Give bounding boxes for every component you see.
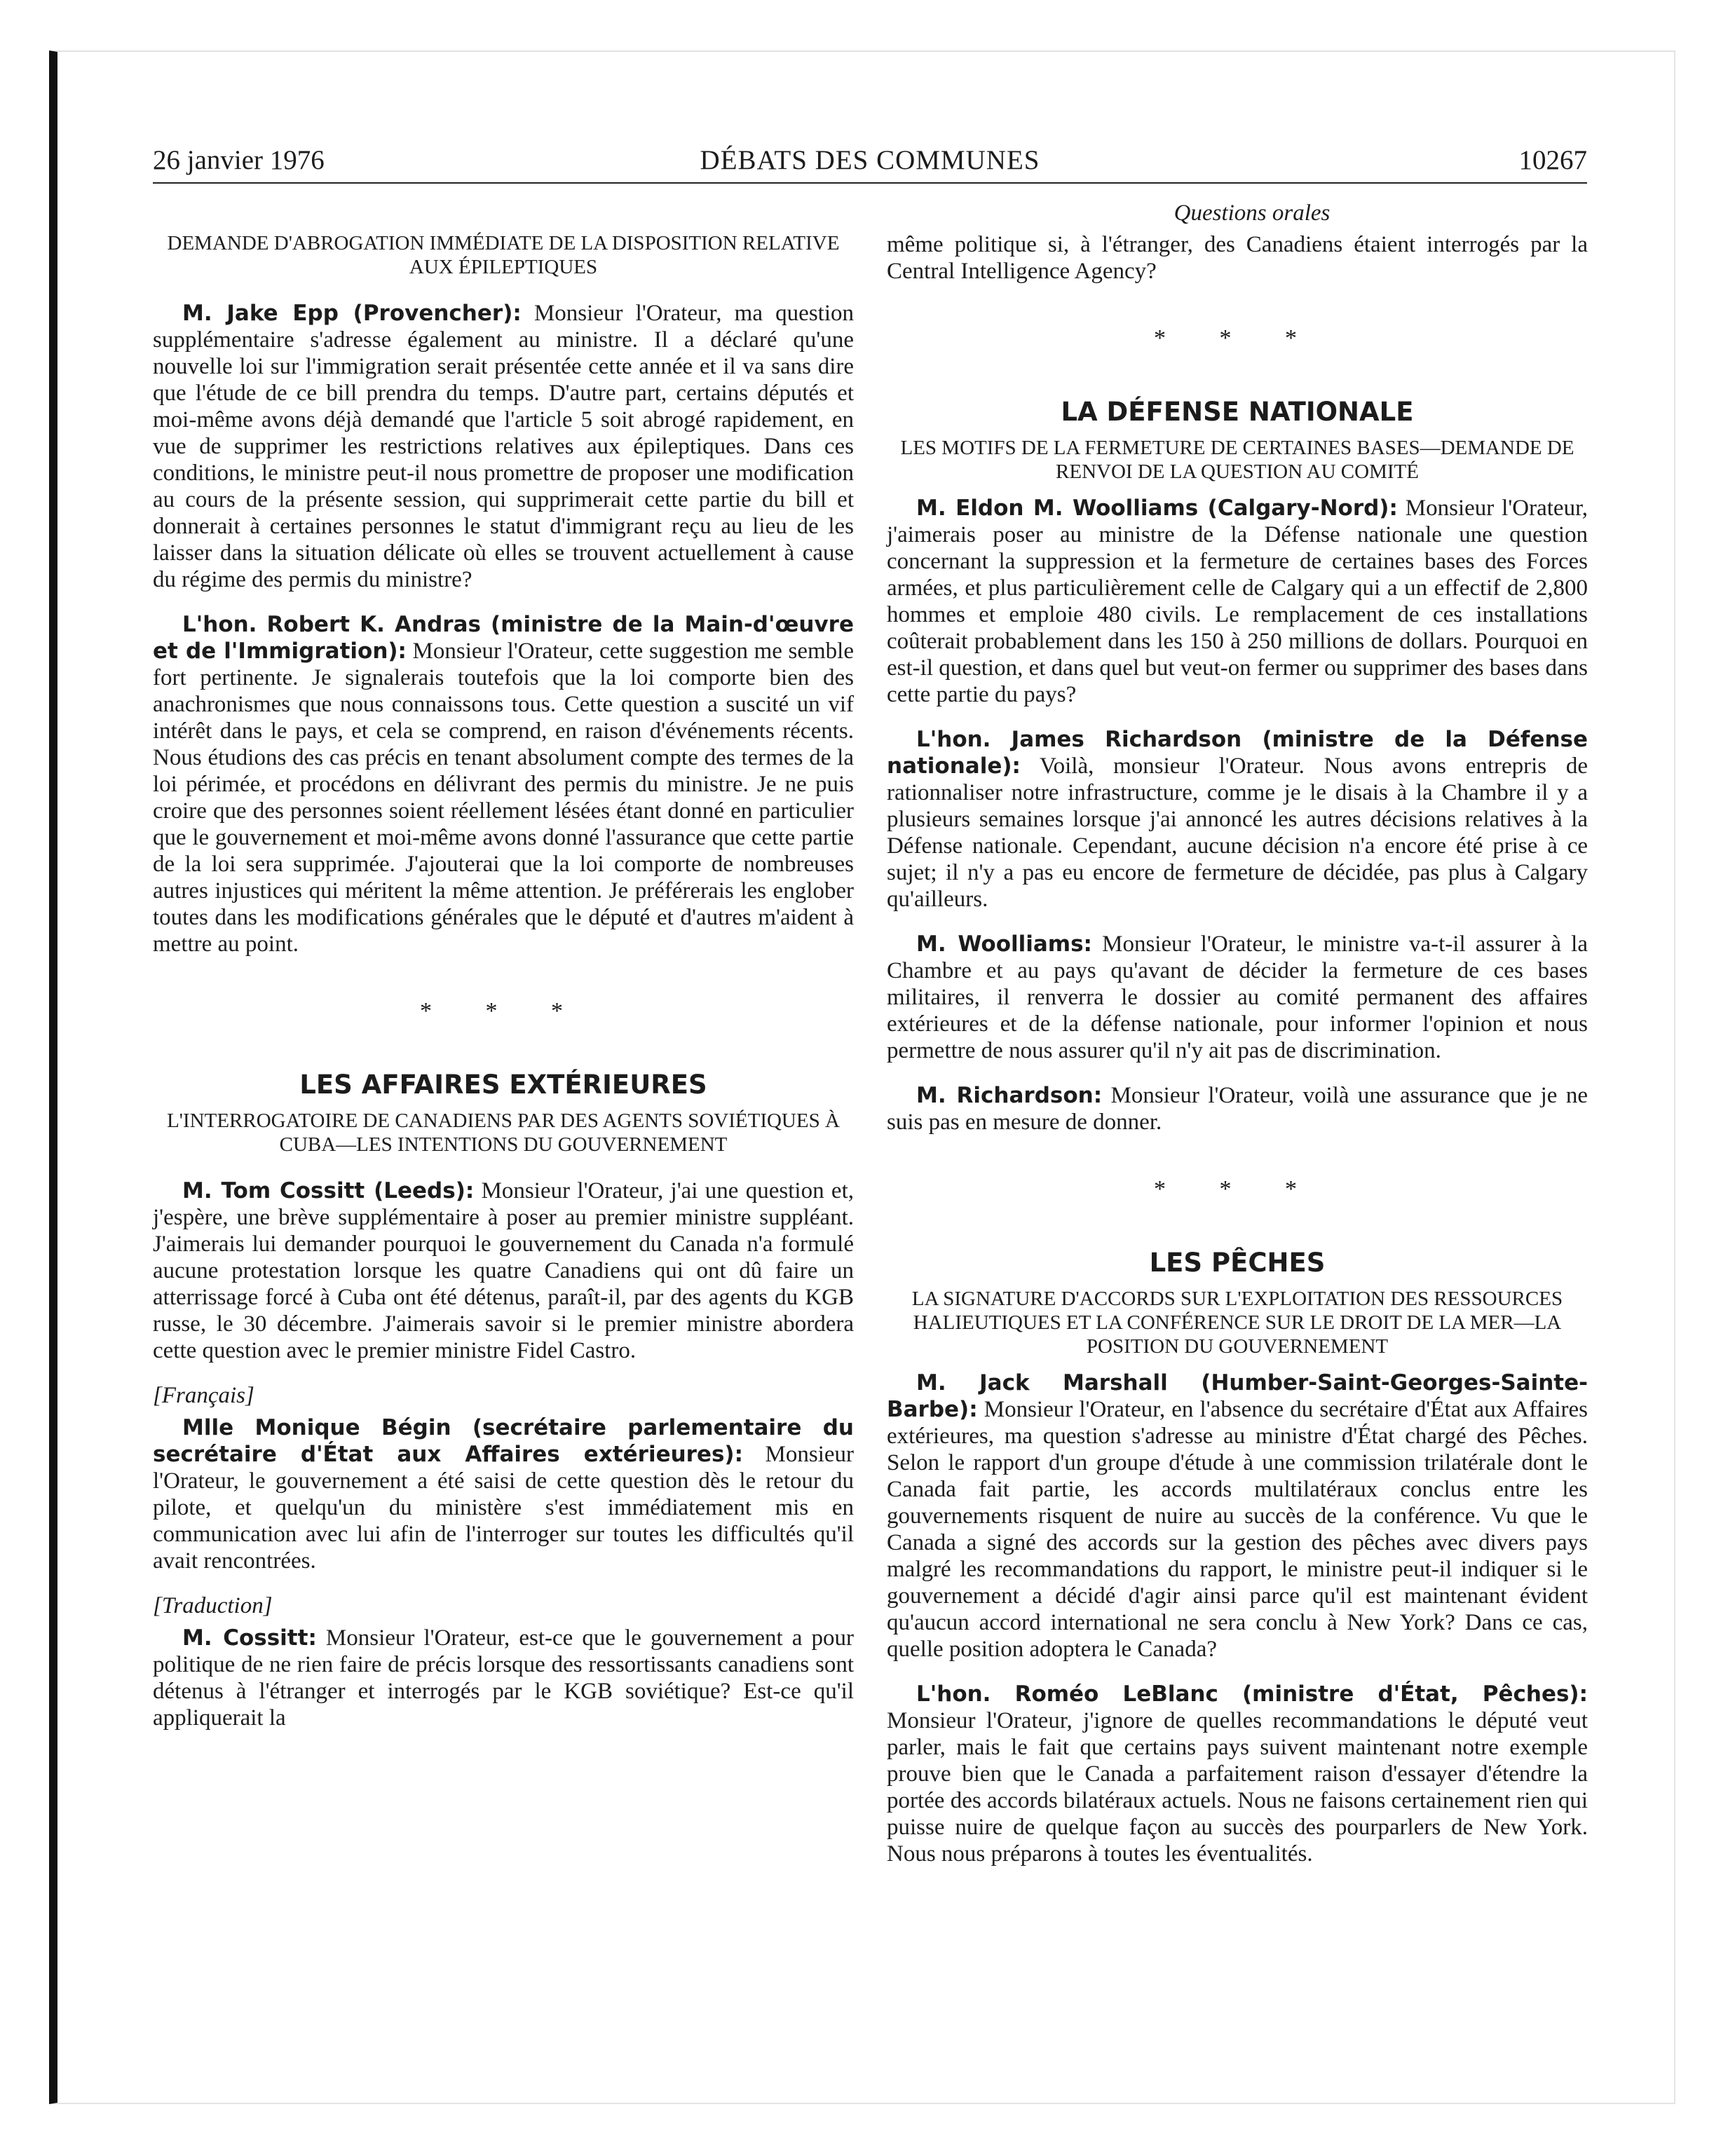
speaker-name: M. Cossitt: — [182, 1625, 317, 1651]
continued-paragraph: même politique si, à l'étranger, des Canadiens étaient interrogés par la Central Intelligence Agency? — [887, 232, 1588, 284]
language-marker: [Français] — [153, 1383, 254, 1408]
topic-heading: DEMANDE D'ABROGATION IMMÉDIATE DE LA DISPOSITION RELATIVE AUX ÉPILEPTIQUES — [167, 232, 840, 278]
speaker-name: M. Tom Cossitt (Leeds): — [182, 1178, 475, 1203]
speech-paragraph — [887, 1681, 1588, 1867]
speech-paragraph — [887, 495, 1588, 708]
left-column — [153, 231, 854, 1749]
section-heading: LES AFFAIRES EXTÉRIEURES — [299, 1070, 707, 1100]
speech-paragraph — [887, 931, 1588, 1064]
speech-paragraph — [887, 726, 1588, 913]
speaker-name: M. Jack Marshall (Humber-Saint-Georges-Sainte-Barbe): — [887, 1370, 1588, 1422]
speech-paragraph — [153, 1414, 854, 1574]
section-separator: * * * — [420, 998, 587, 1024]
speech-text: Monsieur l'Orateur, le gouvernement a été saisi de cette question dès le retour du pilote, et quelqu'un du ministère s'est immédiatement mis en communication avec lui afin de l'interroger sur toutes les difficultés qu'il avait rencontrées. — [153, 1442, 854, 1574]
page-number: 10267 — [1518, 145, 1587, 175]
topic-heading: L'INTERROGATOIRE DE CANADIENS PAR DES AGENTS SOVIÉTIQUES À CUBA—LES INTENTIONS DU GOUVERNEMENT — [167, 1110, 840, 1156]
speech-paragraph — [153, 1625, 854, 1731]
speech-text: Monsieur l'Orateur, en l'absence du secrétaire d'État aux Affaires extérieures, ma question s'adresse au ministre d'État chargé des Pêches. Selon le rapport d'un groupe d'étude à une commission trilatérale dont le Canada fait partie, les accords multilatéraux conclus entre les gouvernements risquent de nuire au succès de la conférence. Vu que le Canada a signé des accords sur la gestion des pêches avec divers pays malgré les recommandations du rapport, le ministre peut-il indiquer si le gouvernement a décidé d'agir ainsi parce qu'il est maintenant évident qu'aucun accord international ne sera conclu à New York? Dans ce cas, quelle position adoptera le Canada? — [887, 1397, 1588, 1662]
speech-text: Monsieur l'Orateur, j'ai une question et, j'espère, une brève supplémentaire à poser au premier ministre suppléant. J'aimerais lui demander pourquoi le gouvernement du Canada n'a formulé aucune protestation lorsque les quatre Canadiens qui ont dû faire un atterrissage forcé à Cuba ont été détenus, paraît-il, par des agents du KGB russe, le 30 décembre. J'aimerais savoir si le premier ministre abordera cette question avec le premier ministre Fidel Castro. — [153, 1178, 854, 1363]
speaker-name: M. Woolliams: — [916, 932, 1092, 957]
speaker-name: M. Jake Epp (Provencher): — [182, 301, 522, 326]
speech-text: Monsieur l'Orateur, j'aimerais poser au ministre de la Défense nationale une question concernant la suppression et la fermeture de certaines bases des Forces armées, et plus particulièrement celle de Calgary qui a un effectif de 2,800 hommes et emploie 480 civils. Le remplacement de ces installations coûterait probablement dans les 150 à 250 millions de dollars. Pourquoi en est-il question, et dans quel but veut-on fermer ou supprimer des bases dans cette partie du pays? — [887, 496, 1588, 707]
header-title: DÉBATS DES COMMUNES — [700, 145, 1040, 175]
section-separator: * * * — [1154, 325, 1321, 351]
speech-paragraph — [153, 611, 854, 957]
speech-text: Monsieur l'Orateur, voilà une assurance que je ne suis pas en mesure de donner. — [887, 1083, 1588, 1135]
header-date: 26 janvier 1976 — [153, 145, 325, 175]
section-heading: LA DÉFENSE NATIONALE — [1061, 397, 1414, 427]
page-header — [153, 143, 1587, 184]
section-heading: LES PÊCHES — [1149, 1248, 1326, 1278]
speaker-name: Mlle Monique Bégin (secrétaire parlementaire du secrétaire d'État aux Affaires extérieures): — [153, 1415, 854, 1467]
topic-heading: LA SIGNATURE D'ACCORDS SUR L'EXPLOITATION DES RESSOURCES HALIEUTIQUES ET LA CONFÉRENCE SUR LE DROIT DE LA MER—LA POSITION DU GOUVERNEMENT — [911, 1288, 1563, 1358]
language-marker: [Traduction] — [153, 1593, 273, 1618]
speaker-name: M. Eldon M. Woolliams (Calgary-Nord): — [916, 496, 1398, 521]
speaker-name: M. Richardson: — [916, 1083, 1103, 1108]
speech-paragraph — [153, 1178, 854, 1364]
speaker-name: L'hon. Roméo LeBlanc (ministre d'État, Pêches): — [916, 1681, 1588, 1707]
speech-text: Monsieur l'Orateur, est-ce que le gouvernement a pour politique de ne rien faire de précis lorsque des ressortissants canadiens sont détenus à l'étranger et interrogés par le KGB soviétique? Est-ce qu'il appliquerait la — [153, 1625, 854, 1731]
right-column — [887, 231, 1588, 1885]
topic-heading: LES MOTIFS DE LA FERMETURE DE CERTAINES BASES—DEMANDE DE RENVOI DE LA QUESTION AU COMITÉ — [900, 437, 1574, 483]
speech-text: Monsieur l'Orateur, cette suggestion me semble fort pertinente. Je signalerais toutefois que la loi comporte bien des anachronismes que nous connaissons tous. Cette question a suscité un vif intérêt dans le pays, et cela se comprend, en raison d'événements récents. Nous étudions des cas précis en tenant absolument compte des termes de la loi périmée, et procédons en délivrant des permis du ministre. Je ne puis croire que des personnes soient réellement lésées étant donné en particulier que le gouvernement et moi-même avons donné l'assurance que cette partie de la loi sera supprimée. J'ajouterai que la loi comporte de nombreuses autres injustices qui méritent la même attention. Je préférerais les englober toutes dans les modifications générales que le député et d'autres m'aident à mettre au point. — [153, 639, 854, 957]
section-separator: * * * — [1154, 1176, 1321, 1202]
speaker-name: L'hon. Robert K. Andras (ministre de la Main-d'œuvre et de l'Immigration): — [153, 612, 854, 664]
speech-text: Monsieur l'Orateur, le ministre va-t-il assurer à la Chambre et au pays qu'avant de décider la fermeture de ces bases militaires, il renverra le dossier au comité permanent des affaires extérieures et de la défense nationale, pour informer l'opinion et nous permettre de nous assurer qu'il n'y ait pas de discrimination. — [887, 932, 1588, 1063]
speech-paragraph — [887, 1082, 1588, 1135]
speech-text: Voilà, monsieur l'Orateur. Nous avons entrepris de rationnaliser notre infrastructure, comme je le disais à la Chambre il y a plusieurs semaines lorsque j'ai annoncé les autres décisions relatives à la Défense nationale. Cependant, aucune décision n'a encore été prise à ce sujet; il n'y a pas eu encore de fermeture de décidée, pas plus à Calgary qu'ailleurs. — [887, 753, 1588, 912]
speech-paragraph — [887, 1370, 1588, 1663]
speech-text: Monsieur l'Orateur, ma question supplémentaire s'adresse également au ministre. Il a déclaré qu'une nouvelle loi sur l'immigration serait présentée cette année et il va sans dire que l'étude de ce bill prendra du temps. D'autre part, certains députés et moi-même avons déjà demandé que l'article 5 soit abrogé rapidement, en vue de supprimer les restrictions relatives aux épileptiques. Dans ces conditions, le ministre peut-il nous promettre de proposer une modification au cours de la présente session, qui supprimerait cette partie du bill et donnerait à certaines personnes le statut d'immigrant reçu au lieu de les laisser dans la situation délicate où elles se trouvent actuellement à cause du régime des permis du ministre? — [153, 301, 854, 592]
speaker-name: L'hon. James Richardson (ministre de la Défense nationale): — [887, 727, 1588, 779]
speech-text: Monsieur l'Orateur, j'ignore de quelles recommandations le député veut parler, mais le fait que certains pays suivent maintenant notre exemple prouve bien que le Canada a parfaitement raison d'essayer d'étendre la portée des accords bilatéraux actuels. Nous ne faisons certainement rien qui puisse nuire de quelque façon au succès des pourparlers de New York. Nous nous préparons à toutes les éventualités. — [887, 1708, 1588, 1867]
section-label: Questions orales — [1173, 200, 1331, 226]
speech-paragraph — [153, 300, 854, 593]
